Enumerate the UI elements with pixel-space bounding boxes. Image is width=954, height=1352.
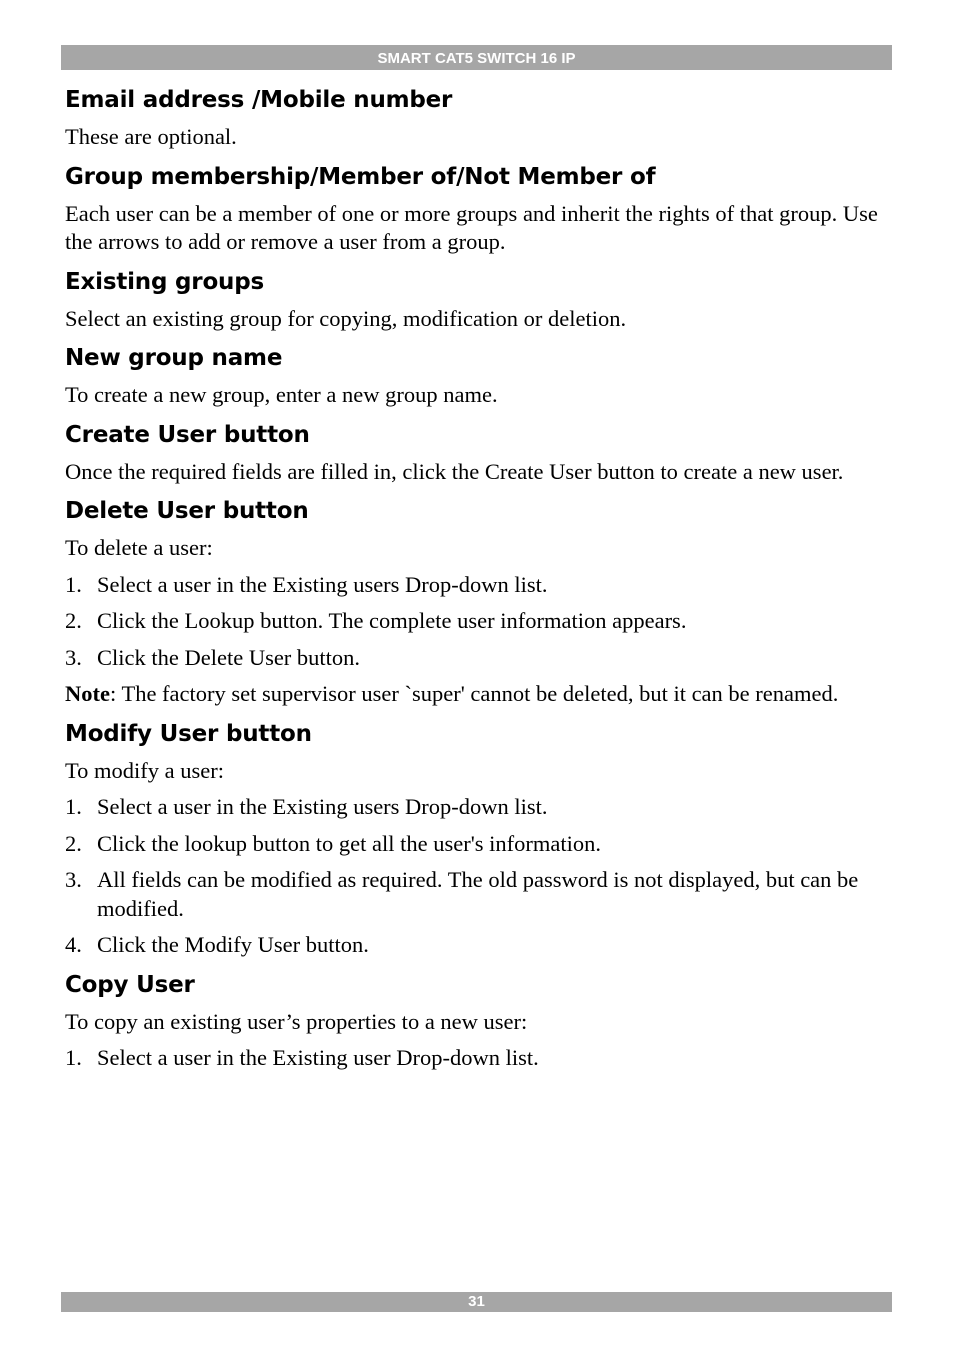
heading-email: Email address /Mobile number xyxy=(65,87,453,113)
step-number: 2. xyxy=(65,830,82,856)
body-email: These are optional. xyxy=(65,124,237,149)
heading-create-user: Create User button xyxy=(65,421,310,448)
step-text: Click the lookup button to get all the user's information. xyxy=(97,830,601,856)
step-number: 4. xyxy=(65,932,82,957)
list-item xyxy=(65,866,885,923)
step-text: Click the Modify User button. xyxy=(97,932,369,957)
list-item xyxy=(65,830,885,859)
step-text: Click the Delete User button. xyxy=(97,644,361,670)
step-text: Click the Lookup button. The complete user information appears. xyxy=(97,608,687,633)
intro-delete-user: To delete a user: xyxy=(65,535,213,560)
header-title: SMART CAT5 SWITCH 16 IP xyxy=(377,50,576,67)
intro-copy-user: To copy an existing user’s properties to a new user: xyxy=(65,1008,528,1034)
list-item xyxy=(65,571,885,600)
step-text: Select a user in the Existing user Drop-down list. xyxy=(97,1045,539,1070)
step-number: 1. xyxy=(65,571,82,597)
page-header xyxy=(61,45,892,70)
heading-modify-user: Modify User button xyxy=(65,720,312,747)
page-footer xyxy=(61,1292,892,1312)
list-item xyxy=(65,1044,885,1073)
list-item xyxy=(65,644,885,673)
heading-copy-user: Copy User xyxy=(65,971,195,998)
list-item xyxy=(65,607,885,636)
body-group-membership: Each user can be a member of one or more groups and inherit the rights of that group. Use the arrows to add or remove a user from a group. xyxy=(65,200,878,254)
heading-new-group-name: New group name xyxy=(65,345,283,371)
note-label: Note xyxy=(65,681,110,706)
page-number: 31 xyxy=(468,1293,485,1310)
heading-delete-user: Delete User button xyxy=(65,498,309,524)
step-number: 1. xyxy=(65,794,82,819)
step-text: Select a user in the Existing users Drop-down list. xyxy=(97,571,548,597)
page-content xyxy=(65,83,885,1081)
body-create-user: Once the required fields are filled in, click the Create User button to create a new user. xyxy=(65,458,844,484)
intro-modify-user: To modify a user: xyxy=(65,757,225,783)
note-text: : The factory set supervisor user `super' cannot be deleted, but it can be renamed. xyxy=(109,681,839,706)
list-item xyxy=(65,931,885,960)
step-number: 2. xyxy=(65,608,82,633)
steps-delete-user xyxy=(65,571,885,673)
list-item xyxy=(65,793,885,822)
body-existing-groups: Select an existing group for copying, modification or deletion. xyxy=(65,305,627,331)
step-text: All fields can be modified as required. The old password is not displayed, but can be modified. xyxy=(97,867,859,921)
step-number: 1. xyxy=(65,1045,82,1070)
step-number: 3. xyxy=(65,867,82,892)
steps-copy-user xyxy=(65,1044,885,1073)
steps-modify-user xyxy=(65,793,885,960)
heading-existing-groups: Existing groups xyxy=(65,268,264,295)
step-text: Select a user in the Existing users Drop-down list. xyxy=(97,794,548,819)
step-number: 3. xyxy=(65,644,82,670)
body-new-group-name: To create a new group, enter a new group name. xyxy=(65,382,498,407)
note-delete-user xyxy=(65,680,885,709)
heading-group-membership: Group membership/Member of/Not Member of xyxy=(65,163,656,190)
